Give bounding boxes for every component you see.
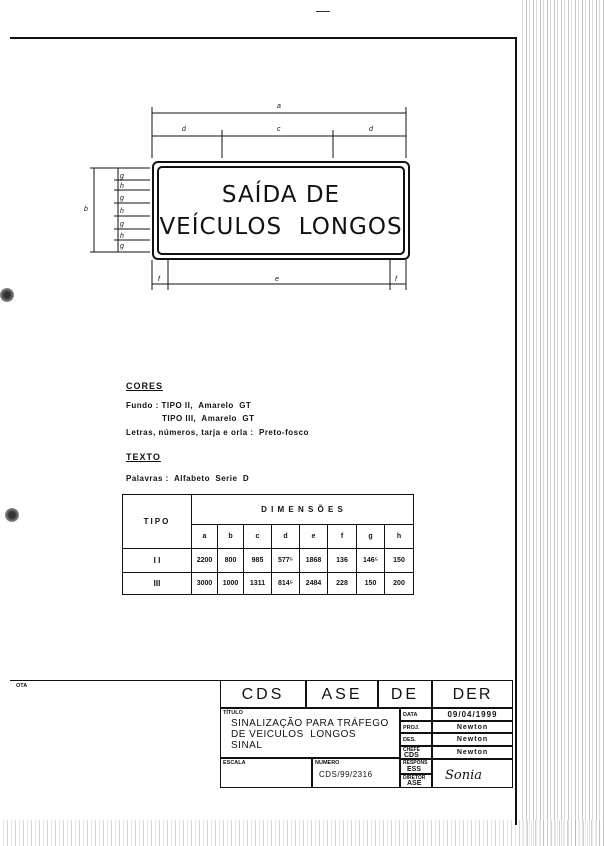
- cell-g: 146⁵: [357, 549, 385, 573]
- col-header-b: b: [218, 525, 244, 549]
- escala-label: ESCALA: [223, 760, 246, 766]
- table-row: [123, 573, 414, 595]
- cell-a: 3000: [192, 573, 218, 595]
- nota-label: OTA: [16, 683, 28, 689]
- road-sign-inner-border: [157, 166, 405, 255]
- cell-f: 228: [328, 573, 357, 595]
- table-dimensions-header: D I M E N S Õ E S: [192, 495, 414, 525]
- data-label-cell: DATA: [400, 708, 432, 721]
- titulo-line1: SINALIZAÇÃO PARA TRÁFEGO: [231, 718, 389, 729]
- cell-c: 985: [244, 549, 272, 573]
- table-tipo-header: TIPO: [123, 495, 192, 549]
- sign-text-line1: SAÍDA DE: [221, 181, 341, 208]
- cell-b: 800: [218, 549, 244, 573]
- col-header-h: h: [385, 525, 414, 549]
- numero-value: CDS/99/2316: [319, 770, 373, 779]
- col-header-g: g: [357, 525, 385, 549]
- dim-label-h2: h: [120, 208, 124, 215]
- cell-b: 1000: [218, 573, 244, 595]
- numero-box: [312, 758, 400, 788]
- org-cds: CDS: [220, 680, 306, 708]
- col-header-c: c: [244, 525, 272, 549]
- col-header-d: d: [272, 525, 300, 549]
- escala-box: [220, 758, 312, 788]
- chefe-label-cell: CHEFE CDS: [400, 746, 432, 759]
- titulo-line2: DE VEICULOS LONGOS: [231, 729, 357, 740]
- dim-label-a: a: [277, 103, 281, 110]
- dim-label-c: c: [277, 126, 281, 133]
- col-header-f: f: [328, 525, 357, 549]
- table-row: [123, 549, 414, 573]
- cores-fundo: Fundo : TIPO II, Amarelo GT: [126, 401, 252, 410]
- cores-tipo3: TIPO III, Amarelo GT: [162, 414, 255, 423]
- org-ase: ASE: [306, 680, 378, 708]
- nota-divider: [10, 680, 220, 681]
- dim-label-d-right: d: [369, 126, 373, 133]
- texto-heading: TEXTO: [126, 452, 161, 462]
- diretor-value: ASE: [407, 780, 422, 787]
- cell-a: 2200: [192, 549, 218, 573]
- dim-label-b: b: [84, 206, 88, 213]
- col-header-a: a: [192, 525, 218, 549]
- dim-label-f-left: f: [158, 276, 160, 283]
- dim-label-h1: h: [120, 183, 124, 190]
- proj-label-cell: PROJ.: [400, 721, 432, 733]
- dim-label-h3: h: [120, 233, 124, 240]
- org-de: DE: [378, 680, 432, 708]
- dim-label-e: e: [275, 276, 279, 283]
- row-tipo: III: [123, 573, 192, 595]
- cores-letras: Letras, números, tarja e orla : Preto-fosco: [126, 428, 309, 437]
- texto-palavras: Palavras : Alfabeto Serie D: [126, 474, 250, 483]
- titulo-label: TÍTULO: [223, 710, 243, 716]
- des-value: Newton: [432, 733, 513, 746]
- chefe-org: CDS: [404, 752, 419, 759]
- cores-heading: CORES: [126, 381, 164, 391]
- diretor-label-cell: DIRETOR ASE: [400, 774, 432, 788]
- road-sign: [152, 161, 410, 260]
- dimensions-table: [122, 494, 414, 595]
- cell-f: 136: [328, 549, 357, 573]
- dim-label-g2: g: [120, 195, 124, 202]
- des-label-cell: DES.: [400, 733, 432, 746]
- cell-d: 814⁵: [272, 573, 300, 595]
- dim-label-f-right: f: [395, 276, 397, 283]
- titulo-line3: SINAL: [231, 740, 263, 751]
- dim-label-g4: g: [120, 243, 124, 250]
- org-der: DER: [432, 680, 513, 708]
- signature: Sonia: [445, 768, 483, 783]
- cell-e: 1868: [300, 549, 328, 573]
- cell-c: 1311: [244, 573, 272, 595]
- titulo-box: [220, 708, 400, 758]
- cell-e: 2484: [300, 573, 328, 595]
- proj-value: Newton: [432, 721, 513, 733]
- resp-value: ESS: [407, 766, 422, 773]
- cell-h: 150: [385, 549, 414, 573]
- cell-h: 200: [385, 573, 414, 595]
- row-tipo: I I: [123, 549, 192, 573]
- col-header-e: e: [300, 525, 328, 549]
- cell-g: 150: [357, 573, 385, 595]
- signature-cell: [432, 759, 513, 788]
- cell-d: 577⁵: [272, 549, 300, 573]
- numero-label: NUMERO: [315, 760, 340, 766]
- chefe-value: Newton: [432, 746, 513, 759]
- dim-label-g1: g: [120, 173, 124, 180]
- title-block: [220, 680, 513, 820]
- data-value: 09/04/1999: [432, 708, 513, 721]
- dim-label-d-left: d: [182, 126, 186, 133]
- resp-label-cell: RESPONS ESS: [400, 759, 432, 774]
- dim-label-g3: g: [120, 221, 124, 228]
- sign-text-line2: VEÍCULOS LONGOS: [159, 213, 403, 240]
